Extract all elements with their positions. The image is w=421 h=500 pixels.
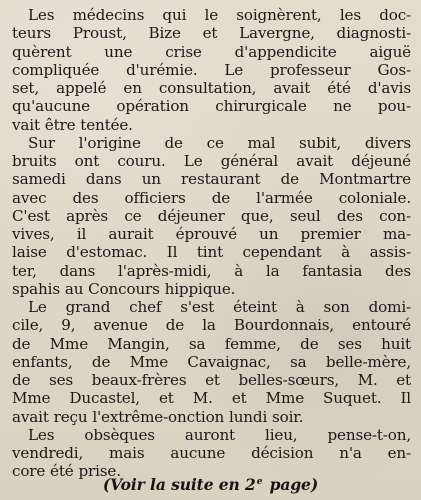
- paragraph-3-line-7: avait reçu l'extrême-onction lundi soir.: [12, 407, 304, 426]
- article-paragraph-3: [12, 298, 411, 426]
- article-paragraph-2: [12, 134, 411, 298]
- paragraph-1-line-3: quèrent une crise d'appendicite aiguë: [12, 42, 411, 61]
- paragraph-2-line-5: C'est après ce déjeuner que, seul des con-: [12, 206, 411, 225]
- paragraph-3-line-6: Mme Ducastel, et M. et Mme Suquet. Il: [12, 389, 411, 408]
- paragraph-3-line-3: de Mme Mangin, sa femme, de ses huit: [12, 334, 411, 353]
- continued-note-end: page): [264, 475, 319, 494]
- paragraph-2-line-8: ter, dans l'après-midi, à la fantasia des: [12, 261, 411, 280]
- paragraph-1-line-4: compliquée d'urémie. Le professeur Gos-: [12, 60, 411, 79]
- paragraph-2-line-3: samedi dans un restaurant de Montmartre: [12, 170, 411, 189]
- paragraph-2-line-2: bruits ont couru. Le général avait déjeuné: [12, 152, 411, 170]
- continued-note-text: (Voir la suite en 2: [102, 475, 256, 494]
- paragraph-1-line-1: Les médecins qui le soignèrent, les doc-: [28, 6, 411, 24]
- paragraph-3-line-1: Le grand chef s'est éteint à son domi-: [28, 298, 411, 316]
- continued-note-superscript: e: [256, 477, 263, 487]
- paragraph-2-line-6: vives, il aurait éprouvé un premier ma-: [12, 225, 411, 243]
- paragraph-2-line-1: Sur l'origine de ce mal subit, divers: [28, 133, 411, 152]
- article-paragraph-1: [12, 6, 411, 134]
- paragraph-1-line-6: qu'aucune opération chirurgicale ne pou-: [12, 97, 411, 116]
- paragraph-2-line-4: avec des officiers de l'armée coloniale.: [12, 188, 411, 207]
- continued-on-page-note: [0, 476, 421, 497]
- paragraph-3-line-4: enfants, de Mme Cavaignac, sa belle-mère,: [12, 352, 411, 371]
- paragraph-1-line-2: teurs Proust, Bize et Lavergne, diagnosti-: [12, 24, 411, 43]
- paragraph-4-line-2: vendredi, mais aucune décision n'a en-: [12, 444, 411, 462]
- paragraph-1-line-5: set, appelé en consultation, avait été d'avis: [12, 79, 411, 97]
- paragraph-3-line-5: de ses beaux-frères et belles-sœurs, M. et: [12, 371, 411, 389]
- paragraph-2-line-9: spahis au Concours hippique.: [12, 279, 236, 298]
- paragraph-2-line-7: laise d'estomac. Il tint cependant à assis-: [12, 243, 411, 262]
- article-body: [12, 6, 411, 481]
- paragraph-4-line-1: Les obsèques auront lieu, pense-t-on,: [28, 425, 411, 444]
- paragraph-4-line-3: core été prise.: [12, 462, 121, 481]
- article-paragraph-4: [12, 426, 411, 481]
- paragraph-1-line-7: vait être tentée.: [12, 115, 133, 134]
- paragraph-3-line-2: cile, 9, avenue de la Bourdonnais, entouré: [12, 316, 411, 335]
